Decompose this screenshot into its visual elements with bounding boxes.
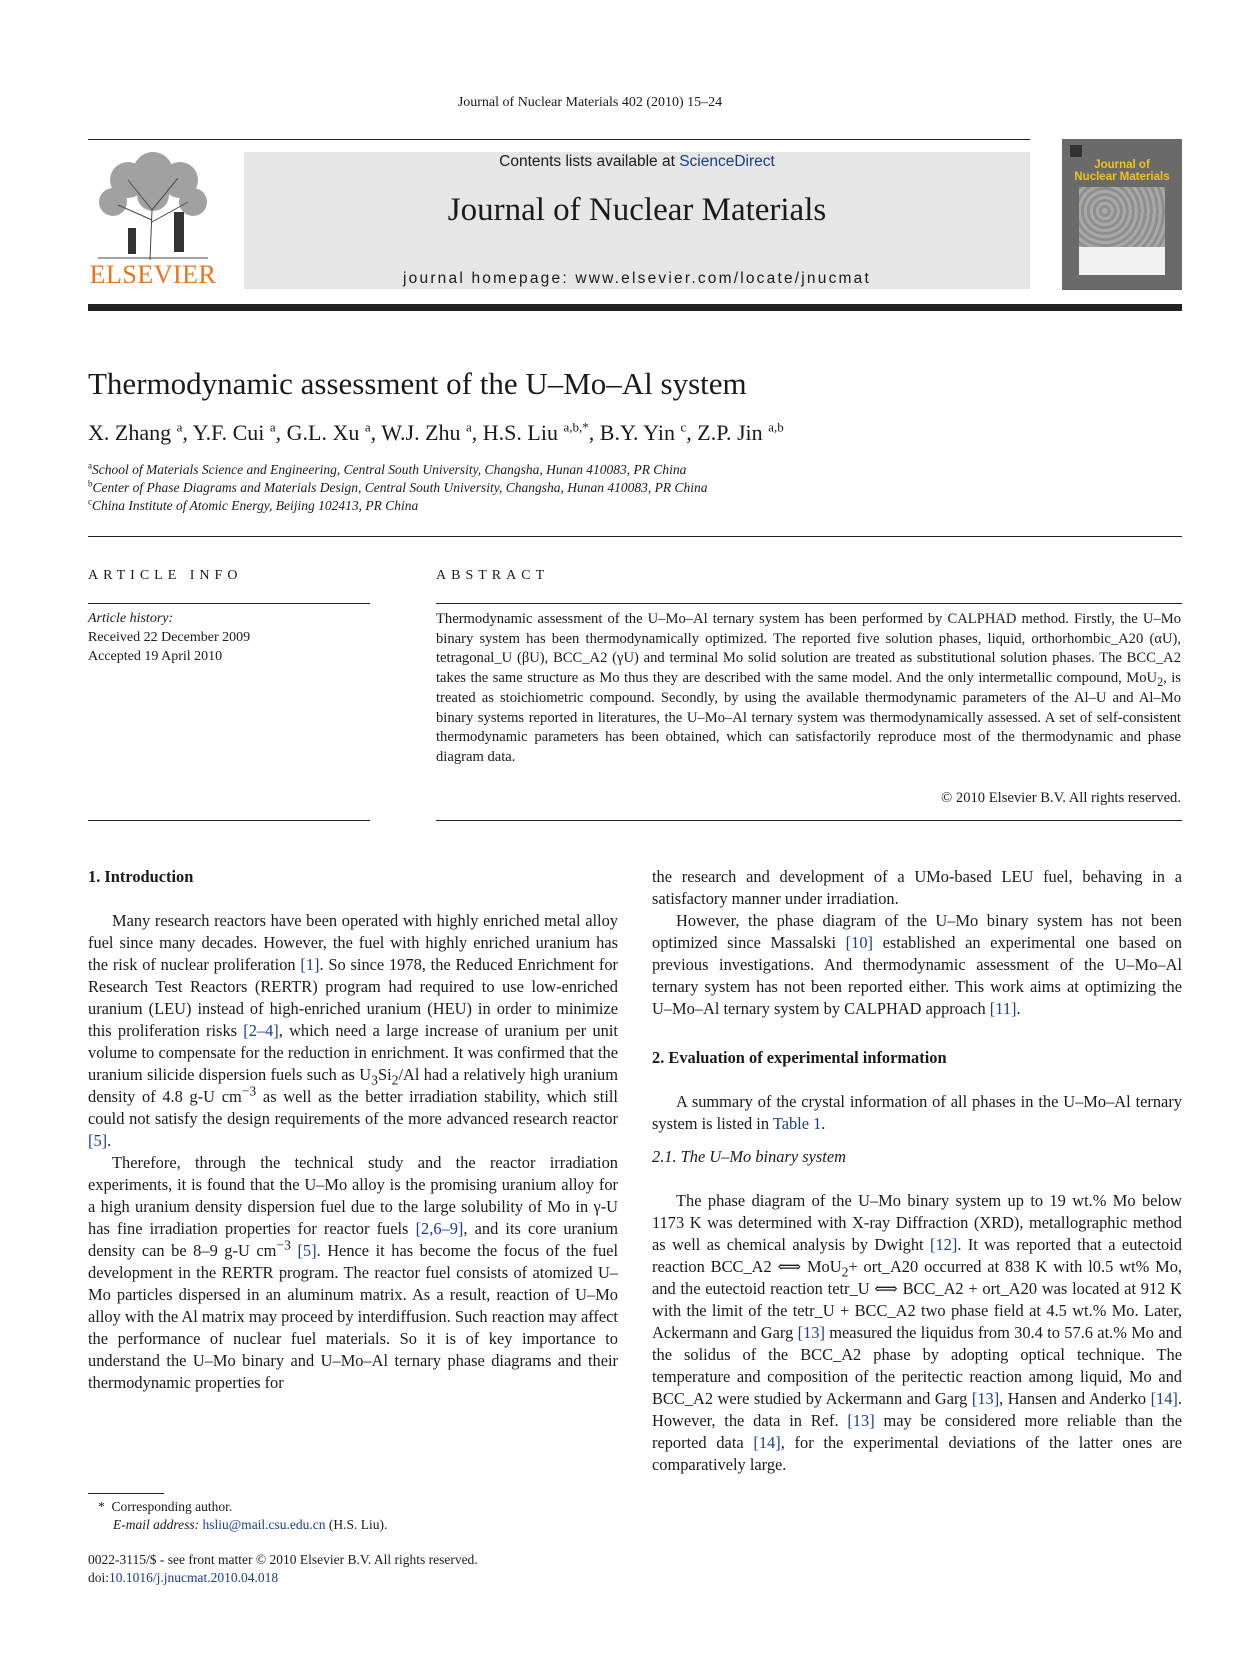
ref-link[interactable]: [2,6–9]: [415, 1219, 464, 1238]
subsection-heading-umo: 2.1. The U–Mo binary system: [652, 1147, 846, 1166]
footnote-line-1: [88, 1498, 387, 1516]
ref-link[interactable]: [14]: [1150, 1389, 1178, 1408]
ref-link[interactable]: [5]: [297, 1241, 317, 1260]
journal-header-banner: [244, 152, 1030, 289]
article-info-rule: [88, 603, 370, 604]
intro-paragraph-2-continued: the research and development of a UMo-based LEU fuel, behaving in a satisfactory manner under irradiation.: [652, 867, 1182, 908]
right-column: [652, 866, 1182, 1476]
author-affiliation-marker: a: [364, 419, 371, 435]
author-affiliation-marker: a: [269, 419, 276, 435]
footnote-corresponding: Corresponding author.: [111, 1499, 233, 1514]
doi-line: [88, 1569, 478, 1587]
corresponding-author-footnote: [88, 1498, 387, 1534]
section-heading-evaluation: 2. Evaluation of experimental information: [652, 1048, 947, 1067]
abstract-copyright: © 2010 Elsevier B.V. All rights reserved.: [941, 790, 1181, 806]
contents-line: [244, 153, 1030, 171]
author-affiliation-marker: a: [176, 419, 183, 435]
elsevier-logo: [88, 150, 218, 290]
footnote-line-2: [88, 1516, 387, 1534]
ref-link[interactable]: [12]: [930, 1235, 958, 1254]
header-thick-rule: [88, 304, 1182, 311]
footnote-marker: *: [98, 1499, 105, 1514]
journal-title: Journal of Nuclear Materials: [447, 192, 827, 228]
front-matter: [88, 1551, 478, 1587]
history-label: Article history:: [88, 611, 174, 626]
header-top-rule: [88, 139, 1030, 140]
elsevier-tree-icon: [88, 150, 218, 262]
ref-link[interactable]: [13]: [971, 1389, 1000, 1408]
intro-paragraph-3: However, the phase diagram of the U–Mo binary system has not been optimized since Massalski [10] established an experimental one based on previous investigations. And thermodynamic assessment of the U–Mo–Al ternary system has not been reported either. This work aims at optimizing the U–Mo–Al ternary system by CALPHAD approach [11].: [652, 911, 1182, 1018]
ref-link[interactable]: [14]: [753, 1433, 781, 1452]
cover-title: [1062, 159, 1182, 183]
email-label: E-mail address:: [113, 1517, 200, 1532]
ref-link[interactable]: [13]: [847, 1411, 875, 1430]
affiliation-text: Center of Phase Diagrams and Materials Design, Central South University, Changsha, Hunan 410083, PR China: [92, 480, 708, 495]
accepted-date: Accepted 19 April 2010: [88, 649, 223, 664]
affiliation-text: China Institute of Atomic Energy, Beijing 102413, PR China: [92, 498, 419, 513]
author-affiliation-marker: a,b,*: [563, 419, 589, 435]
ref-link[interactable]: [5]: [88, 1131, 108, 1150]
affiliation-key: c: [88, 496, 92, 507]
received-date: Received 22 December 2009: [88, 630, 251, 645]
doi-link[interactable]: 10.1016/j.jnucmat.2010.04.018: [109, 1570, 279, 1585]
author-name: B.Y. Yin: [599, 420, 675, 445]
author-name: Y.F. Cui: [192, 420, 265, 445]
abstract-bottom-rule: [436, 820, 1182, 821]
ref-link[interactable]: [1]: [300, 955, 320, 974]
ref-link[interactable]: [11]: [989, 999, 1017, 1018]
ref-link[interactable]: [2–4]: [243, 1021, 279, 1040]
elsevier-wordmark: ELSEVIER: [89, 260, 217, 289]
author-affiliation-marker: a: [466, 419, 472, 435]
cover-title-line2: Nuclear Materials: [1074, 171, 1170, 183]
affiliation-c: [88, 498, 418, 514]
article-history: [88, 609, 250, 666]
cover-panel: [1079, 247, 1165, 275]
author-name: X. Zhang: [88, 420, 172, 445]
author-affiliation-marker: a,b: [768, 419, 784, 435]
affiliation-key: a: [88, 460, 92, 471]
affiliation-b: [88, 480, 707, 496]
contents-prefix: Contents lists available at: [499, 153, 680, 170]
affiliations-rule: [88, 536, 1182, 537]
sciencedirect-link[interactable]: ScienceDirect: [679, 153, 775, 170]
umo-paragraph-1: The phase diagram of the U–Mo binary system up to 19 wt.% Mo below 1173 K was determined with X-ray Diffraction (XRD), metallographic method as well as chemical analysis by Dwight [12]. It was reported that a eutectoid reaction BCC_A2 ⟺ MoU$_2$+ ort_A20 occurred at 838 K with l0.5 wt% Mo, and the eutectoid reaction tetr_U ⟺ BCC_A2 + ort_A20 was located at 912 K with the limit of the tetr_U + BCC_A2 two phase field at 4.5 wt.% Mo. Later, Ackermann and Garg [13] measured the liquidus from 30.4 to 57.6 at.% Mo and the solidus of the BCC_A2 phase by adopting optical technique. The temperature and composition of the peritectic reaction among liquid, Mo and BCC_A2 were studied by Ackermann and Garg [13], Hansen and Anderko [14]. However, the data in Ref. [13] may be considered more reliable than the reported data [14], for the experimental deviations of the latter ones are comparatively large.: [652, 1191, 1182, 1474]
section-heading-introduction: 1. Introduction: [88, 867, 194, 886]
doi-label: doi:: [88, 1570, 110, 1585]
journal-homepage[interactable]: journal homepage: www.elsevier.com/locate/jnucmat: [403, 270, 871, 287]
ref-link[interactable]: [10]: [845, 933, 873, 952]
abstract-rule: [436, 603, 1182, 604]
author-name: W.J. Zhu: [381, 420, 461, 445]
affiliation-a: [88, 462, 686, 478]
intro-paragraph-1: Many research reactors have been operated with highly enriched metal alloy fuel since many decades. However, the fuel with highly enriched uranium has the risk of nuclear proliferation [1]. So since 1978, the Reduced Enrichment for Research Test Reactors (RERTR) program had required to use low-enriched uranium (LEU) instead of high-enriched uranium (HEU) in order to minimize this proliferation risks [2–4], which need a large increase of uranium per unit volume to compensate for the reduction in enrichment. It was confirmed that the uranium silicide dispersion fuels such as $U_3Si_2/Al$ had a relatively high uranium density of 4.8 g-U $cm^{-3}$ as well as the better irradiation stability, which still could not satisfy the design requirements of the more advanced research reactor [5].: [88, 911, 618, 1150]
journal-citation: Journal of Nuclear Materials 402 (2010) 15–24: [457, 95, 723, 110]
author-email-link[interactable]: hsliu@mail.csu.edu.cn: [202, 1517, 326, 1532]
article-info-bottom-rule: [88, 820, 370, 821]
article-info-heading: ARTICLE INFO: [88, 568, 243, 583]
ref-link[interactable]: [13]: [797, 1323, 825, 1342]
intro-paragraph-2: Therefore, through the technical study and the reactor irradiation experiments, it is found that the U–Mo alloy is the promising uranium alloy for a high uranium density dispersion fuel due to the large solubility of Mo in γ-U has fine irradiation properties for reactor fuels [2,6–9], and its core uranium density can be 8–9 g-U $cm^{-3}$ [5]. Hence it has become the focus of the fuel development in the RERTR program. The reactor fuel consists of atomized U–Mo particles dispersed in an aluminum matrix. As a result, reaction of U–Mo alloy with the Al matrix may proceed by interdiffusion. Such reaction may affect the performance of nuclear fuel materials. So it is of key importance to understand the U–Mo binary and U–Mo–Al ternary phase diagrams and their thermodynamic properties for: [88, 1153, 618, 1392]
cover-title-line1: Journal of: [1094, 159, 1150, 171]
author-affiliation-marker: c: [680, 419, 687, 435]
email-owner: (H.S. Liu).: [328, 1517, 388, 1532]
abstract-body: Thermodynamic assessment of the U–Mo–Al ternary system has been performed by CALPHAD method. Firstly, the U–Mo binary system has been thermodynamically optimized. The reported five solution phases, liquid, orthorhombic_A20 (αU), tetragonal_U (βU), BCC_A2 (γU) and terminal Mo solid solution are treated as substitutional solution phases. The BCC_A2 takes the same structure as Mo thus they are described with the same model. And the only intermetallic compound, MoU$_2$, is treated as stoichiometric compound. Secondly, by using the available thermodynamic parameters of the Al–U and Al–Mo binary systems reported in literatures, the U–Mo–Al ternary system was thermodynamically assessed. A set of self-consistent thermodynamic parameters has been obtained, which can satisfactorily reproduce most of the thermodynamic and phase diagram data.: [436, 611, 1181, 765]
article-title: Thermodynamic assessment of the U–Mo–Al system: [88, 366, 747, 401]
eval-paragraph-1: A summary of the crystal information of all phases in the U–Mo–Al ternary system is listed in Table 1.: [652, 1092, 1182, 1133]
affiliation-key: b: [88, 478, 93, 489]
cover-logo-icon: [1070, 145, 1082, 157]
affiliation-text: School of Materials Science and Engineering, Central South University, Changsha, Hunan 410083, PR China: [92, 462, 687, 477]
issn-line: 0022-3115/$ - see front matter © 2010 Elsevier B.V. All rights reserved.: [88, 1552, 478, 1567]
table-link[interactable]: Table 1: [772, 1114, 822, 1133]
abstract-heading: ABSTRACT: [436, 568, 550, 583]
author-name: G.L. Xu: [286, 420, 360, 445]
left-column: [88, 866, 618, 1394]
author-list: X. Zhang $^a$, Y.F. Cui $^a$, G.L. Xu $^a$, W.J. Zhu $^a$, H.S. Liu $^{a,b,*}$, B.Y. Yin $^c$, Z.P. Jin $^{a,b}$: [88, 419, 784, 445]
cover-photo: [1079, 187, 1165, 247]
journal-cover-image: [1062, 139, 1182, 290]
author-name: H.S. Liu: [482, 420, 558, 445]
author-name: Z.P. Jin: [697, 420, 763, 445]
footnote-rule: [88, 1493, 164, 1494]
